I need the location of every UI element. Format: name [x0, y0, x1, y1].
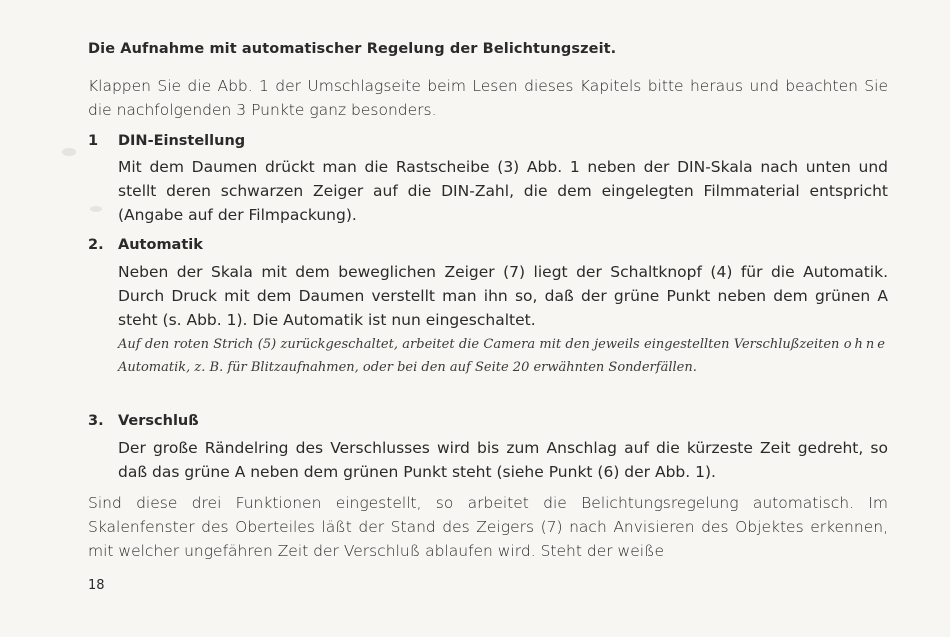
- italic-note-text: Automatik, z. B. für Blitzaufnahmen, oder bei den auf Seite 20 erwähnten Sonderfällen.: [118, 360, 697, 375]
- item-number: 1: [88, 133, 99, 149]
- closing-paragraph: Sind diese drei Funktionen eingestellt, so arbeitet die Belichtungsregelung automatisch. Im Skalenfenster des Oberteiles läßt der Stand des Zeigers (7) nach Anvisieren des Objektes erkennen, mit welcher ungefähren Zeit der Verschluß ablaufen wird. Steht der weiße: [88, 494, 888, 560]
- item-title-din: DIN-Einstellung: [118, 133, 246, 149]
- item-number: 2.: [88, 237, 104, 253]
- item-title-verschluss: Verschluß: [118, 413, 199, 429]
- italic-note-text: Auf den roten Strich (5) zurückgeschaltet, arbeitet die Camera mit den jeweils eingestellten Verschlußzeiten: [118, 337, 840, 352]
- item-body-automatik: Neben der Skala mit dem beweglichen Zeiger (7) liegt der Schaltknopf (4) für die Automatik. Durch Druck mit dem Daumen verstellt man ihn so, daß der grüne Punkt neben dem grünen A steht (s. Abb. 1). Die Automatik ist nun eingeschaltet.: [118, 263, 888, 329]
- section-heading: Die Aufnahme mit automatischer Regelung der Belichtungszeit.: [88, 41, 617, 57]
- item-body-din: Mit dem Daumen drückt man die Rastscheibe (3) Abb. 1 neben der DIN-Skala nach unten und stellt deren schwarzen Zeiger auf die DIN-Zahl, die dem eingelegten Filmmaterial entspricht (Angabe auf der Filmpackung).: [118, 158, 888, 224]
- print-smudge: [90, 206, 102, 212]
- italic-note: [118, 333, 888, 379]
- item-body-verschluss: Der große Rändelring des Verschlusses wird bis zum Anschlag auf die kürzeste Zeit gedreht, so daß das grüne A neben dem grünen Punkt steht (siehe Punkt (6) der Abb. 1).: [118, 439, 888, 481]
- item-number: 3.: [88, 413, 104, 429]
- italic-note-emphasis: ohne: [843, 337, 888, 352]
- intro-paragraph: Klappen Sie die Abb. 1 der Umschlagseite beim Lesen dieses Kapitels bitte heraus und beachten Sie die nachfolgenden 3 Punkte ganz besonders.: [88, 77, 888, 119]
- print-smudge: [62, 148, 76, 156]
- page-number: 18: [88, 578, 105, 593]
- item-title-automatik: Automatik: [118, 237, 203, 253]
